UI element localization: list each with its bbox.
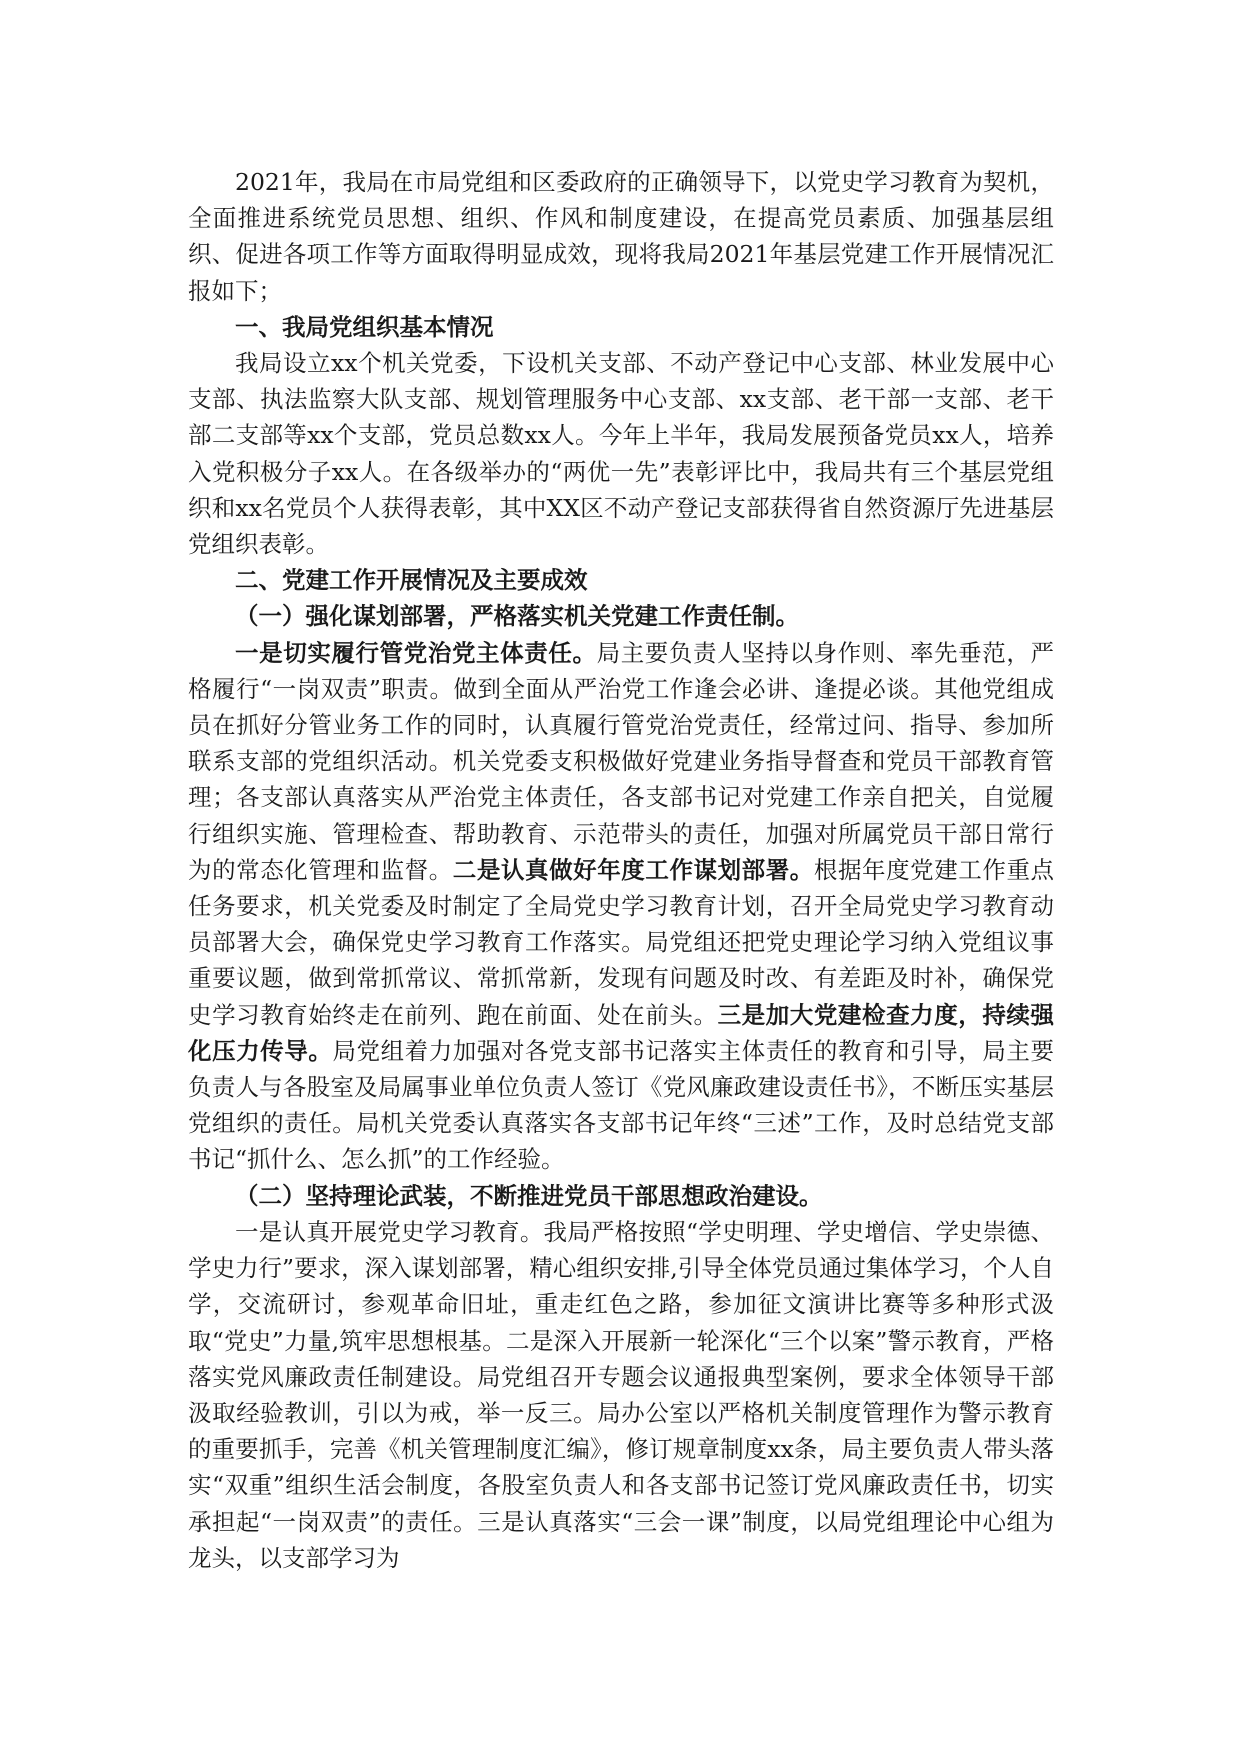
heading-text: （一）强化谋划部署，严格落实机关党建工作责任制。 — [235, 602, 799, 631]
bold-lead-phrase: 一是切实履行管党治党主体责任。 — [235, 638, 597, 667]
intro-paragraph — [188, 164, 1054, 309]
document-body — [188, 164, 1054, 1576]
section-heading-1 — [188, 309, 1054, 345]
text-run: 我局设立xx个机关党委，下设机关支部、不动产登记中心支部、林业发展中心支部、执法监察大队支部、规划管理服务中心支部、xx支部、老干部一支部、老干部二支部等xx个支部，党员总数xx人。今年上半年，我局发展预备党员xx人，培养入党积极分子xx人。在各级举办的“两优一先”表彰评比中，我局共有三个基层党组织和xx名党员个人获得表彰，其中XX区不动产登记支部获得省自然资源厅先进基层党组织表彰。 — [188, 349, 1054, 559]
bold-lead-phrase: 二是认真做好年度工作谋划部署。 — [452, 855, 814, 884]
text-run: 根据年度党建工作重点任务要求，机关党委及时制定了全局党史学习教育计划，召开全局党史学习教育动员部署大会，确保党史学习教育工作落实。局党组还把党史理论学习纳入党组议事重要议题，做到常抓常议、常抓常新，发现有问题及时改、有差距及时补，确保党史学习教育始终走在前列、跑在前面、处在前头。 — [188, 855, 1055, 1029]
text-run: 局主要负责人坚持以身作则、率先垂范，严格履行“一岗双责”职责。做到全面从严治党工作逢会必讲、逢提必谈。其他党组成员在抓好分管业务工作的同时，认真履行管党治党责任，经常过问、指导、参加所联系支部的党组织活动。机关党委支积极做好党建业务指导督查和党员干部教育管理；各支部认真落实从严治党主体责任，各支部书记对党建工作亲自把关，自觉履行组织实施、管理检查、帮助教育、示范带头的责任，加强对所属党员干部日常行为的常态化管理和监督。 — [188, 638, 1055, 884]
body-paragraph-theory — [188, 1214, 1054, 1576]
subsection-heading-1 — [188, 598, 1054, 634]
body-paragraph-responsibility — [188, 635, 1054, 1178]
heading-text: 二、党建工作开展情况及主要成效 — [235, 566, 588, 595]
section-heading-2 — [188, 562, 1054, 598]
heading-text: （二）坚持理论武装，不断推进党员干部思想政治建设。 — [235, 1181, 823, 1210]
text-run: 一是认真开展党史学习教育。我局严格按照“学史明理、学史增信、学史崇德、学史力行”要求，深入谋划部署，精心组织安排,引导全体党员通过集体学习，个人自学，交流研讨，参观革命旧址，重走红色之路，参加征文演讲比赛等多种形式汲取“党史”力量,筑牢思想根基。二是深入开展新一轮深化“三个以案”警示教育，严格落实党风廉政责任制建设。局党组召开专题会议通报典型案例，要求全体领导干部汲取经验教训，引以为戒，举一反三。局办公室以严格机关制度管理作为警示教育的重要抓手，完善《机关管理制度汇编》，修订规章制度xx条，局主要负责人带头落实“双重”组织生活会制度，各股室负责人和各支部书记签订党风廉政责任书，切实承担起“一岗双责”的责任。三是认真落实“三会一课”制度，以局党组理论中心组为龙头，以支部学习为 — [188, 1217, 1054, 1572]
heading-text: 一、我局党组织基本情况 — [235, 312, 494, 341]
body-paragraph-org-overview — [188, 345, 1054, 562]
text-run: 2021年，我局在市局党组和区委政府的正确领导下，以党史学习教育为契机，全面推进系统党员思想、组织、作风和制度建设，在提高党员素质、加强基层组织、促进各项工作等方面取得明显成效，现将我局2021年基层党建工作开展情况汇报如下； — [188, 168, 1054, 305]
text-run: 局党组着力加强对各党支部书记落实主体责任的教育和引导，局主要负责人与各股室及局属事业单位负责人签订《党风廉政建设责任书》，不断压实基层党组织的责任。局机关党委认真落实各支部书记年终“三述”工作，及时总结党支部书记“抓什么、怎么抓”的工作经验。 — [188, 1036, 1055, 1174]
bold-lead-phrase: 三是加大党建检查力度，持续强化压力传导。 — [188, 1000, 1055, 1065]
subsection-heading-2 — [188, 1178, 1054, 1214]
